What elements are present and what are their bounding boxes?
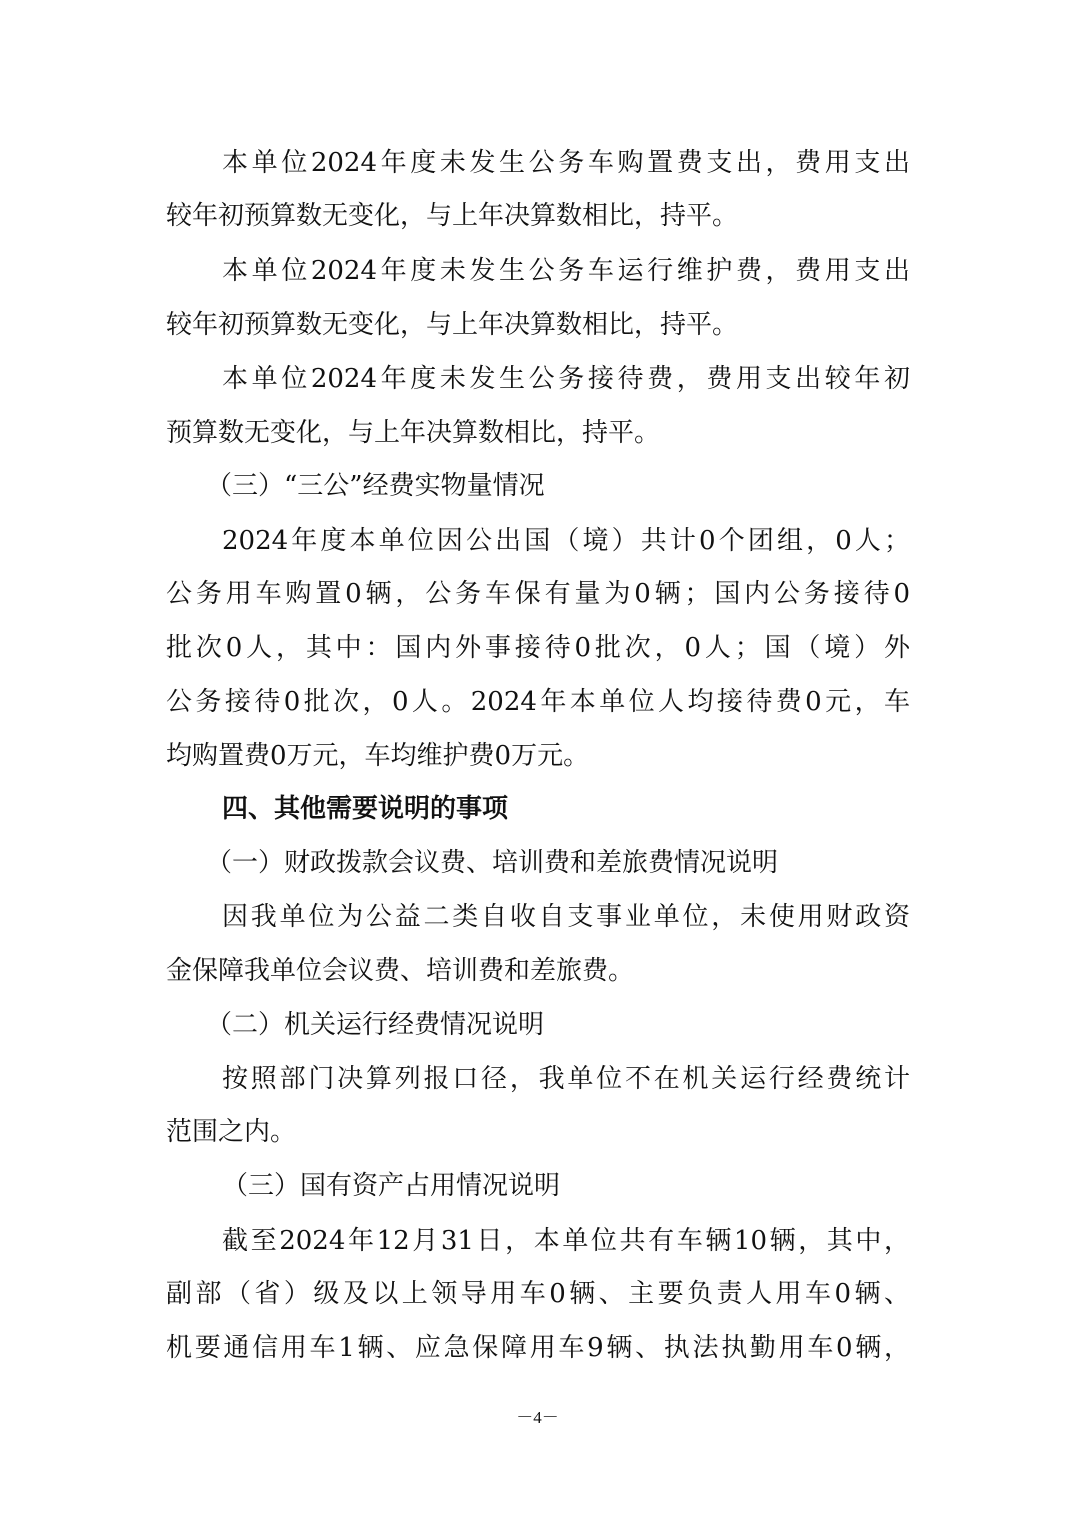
- paragraph-line: 均购置费0万元，车均维护费0万元。: [166, 741, 590, 771]
- paragraph-line: 预算数无变化，与上年决算数相比，持平。: [166, 418, 661, 448]
- paragraph-line: 本单位2024年度未发生公务车购置费支出，费用支出: [222, 148, 910, 178]
- paragraph-line: 本单位2024年度未发生公务接待费，费用支出较年初: [222, 364, 910, 394]
- paragraph-line: 范围之内。: [166, 1117, 297, 1147]
- paragraph-line: 公务接待0批次，0人。2024年本单位人均接待费0元，车: [166, 687, 910, 717]
- subsection-heading-meeting-fees: （一）财政拨款会议费、培训费和差旅费情况说明: [206, 848, 779, 878]
- subsection-heading-operating-fees: （二）机关运行经费情况说明: [206, 1010, 545, 1040]
- paragraph-line: 机要通信用车1辆、应急保障用车9辆、执法执勤用车0辆，: [166, 1333, 910, 1363]
- paragraph-line: 本单位2024年度未发生公务车运行维护费，费用支出: [222, 256, 910, 286]
- paragraph-line: 2024年度本单位因公出国（境）共计0个团组，0人；: [222, 526, 910, 556]
- paragraph-line: 因我单位为公益二类自收自支事业单位，未使用财政资: [222, 902, 910, 932]
- paragraph-line: 批次0人，其中：国内外事接待0批次，0人；国（境）外: [166, 633, 910, 663]
- paragraph-line: 较年初预算数无变化，与上年决算数相比，持平。: [166, 310, 739, 340]
- subsection-heading-state-assets: （三）国有资产占用情况说明: [222, 1171, 561, 1201]
- section-heading-four: 四、其他需要说明的事项: [222, 794, 509, 824]
- paragraph-line: 较年初预算数无变化，与上年决算数相比，持平。: [166, 201, 739, 231]
- paragraph-line: 公务用车购置0辆，公务车保有量为0辆；国内公务接待0: [166, 579, 910, 609]
- paragraph-line: 金保障我单位会议费、培训费和差旅费。: [166, 956, 635, 986]
- paragraph-line: 截至2024年12月31日，本单位共有车辆10辆，其中，: [222, 1226, 910, 1256]
- paragraph-line: 副部（省）级及以上领导用车0辆、主要负责人用车0辆、: [166, 1279, 910, 1309]
- section-heading-sangong: （三）“三公”经费实物量情况: [206, 471, 545, 501]
- page-number: －4－: [516, 1408, 559, 1427]
- paragraph-line: 按照部门决算列报口径，我单位不在机关运行经费统计: [222, 1064, 910, 1094]
